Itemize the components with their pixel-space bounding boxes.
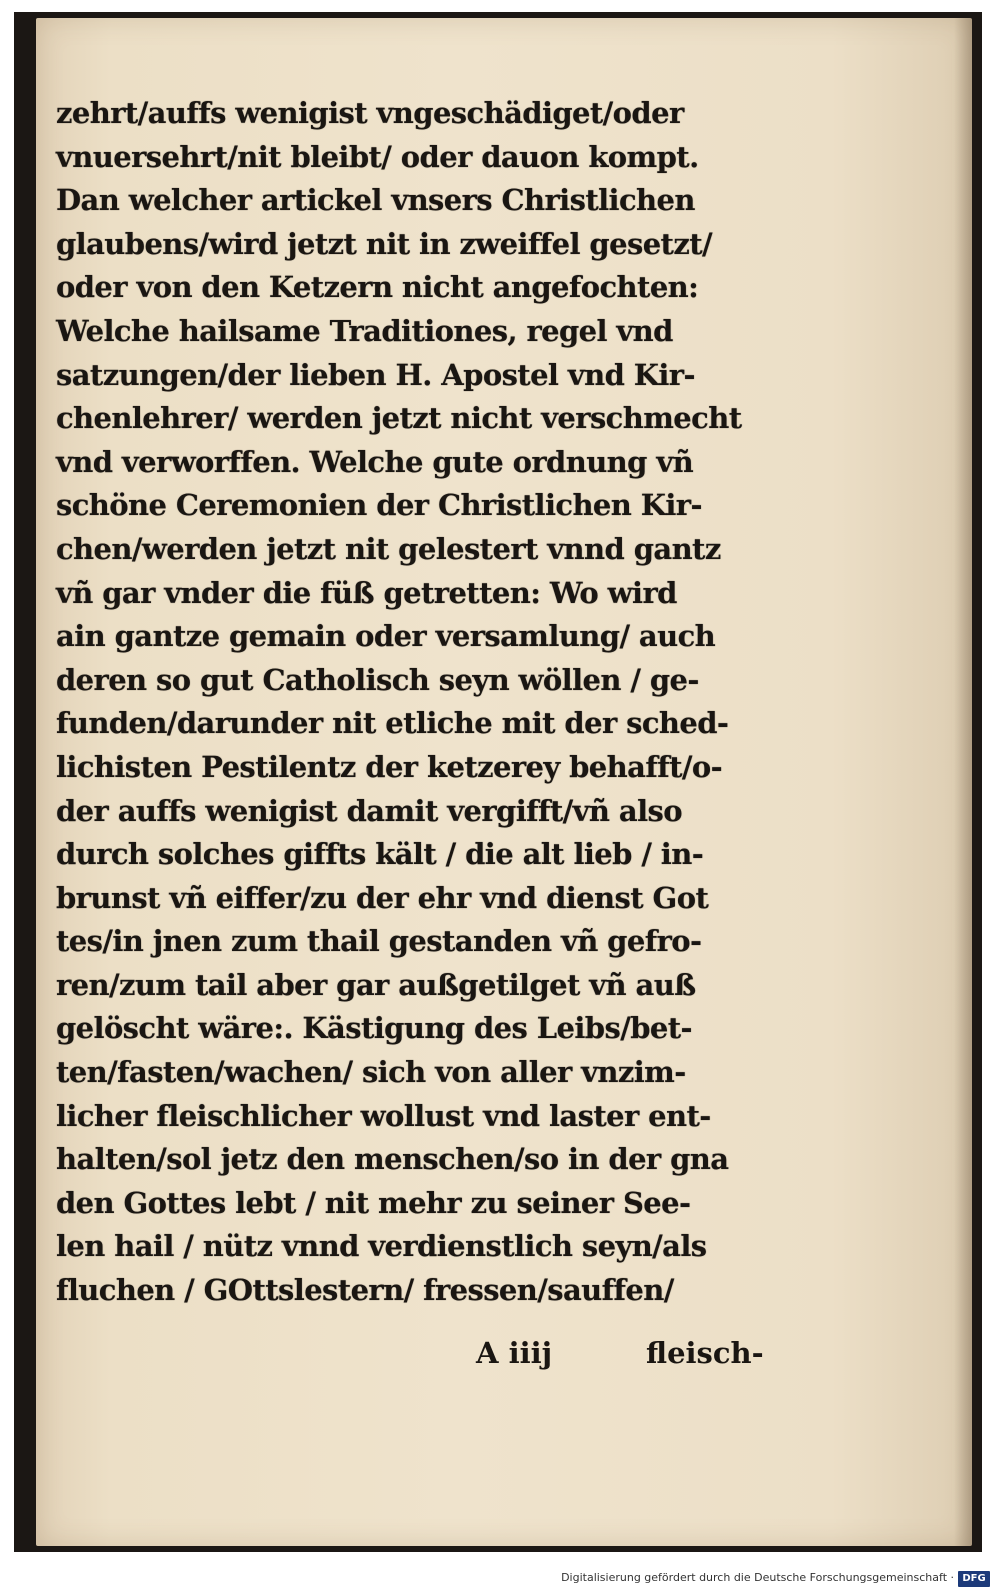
text-line: chen/werden jetzt nit gelestert vnnd gantz — [56, 531, 721, 566]
text-line: fluchen / GOttslestern/ fressen/sauffen/ — [56, 1273, 674, 1308]
page-edge-shadow — [954, 18, 972, 1546]
text-line: den Gottes lebt / nit mehr zu seiner See- — [56, 1185, 691, 1220]
text-line: zehrt/auffs wenigist vngeschädiget/oder — [56, 96, 684, 130]
text-line: chenlehrer/ werden jetzt nicht verschmecht — [56, 401, 742, 436]
text-line: durch solches giffts kält / die alt lieb / in- — [56, 837, 704, 872]
text-line: glaubens/wird jetzt nit in zweiffel gesetzt/ — [56, 226, 712, 261]
text-line: tes/in jnen zum thail gestanden vñ gefro- — [56, 924, 702, 959]
text-line: ain gantze gemain oder versamlung/ auch — [56, 619, 716, 654]
text-line: schöne Ceremonien der Christlichen Kir- — [56, 488, 702, 523]
text-line: deren so gut Catholisch seyn wöllen / ge- — [56, 662, 699, 697]
text-line: ren/zum tail aber gar außgetilget vñ auß — [56, 967, 696, 1002]
text-line: brunst vñ eiffer/zu der ehr vnd dienst Got — [56, 880, 709, 915]
text-line: vñ gar vnder die füß getretten: Wo wird — [56, 575, 677, 610]
text-line: funden/darunder nit etliche mit der sched- — [56, 706, 729, 741]
text-line: oder von den Ketzern nicht angefochten: — [56, 270, 699, 305]
dfg-logo: DFG — [958, 1571, 990, 1587]
text-line: ten/fasten/wachen/ sich von aller vnzim- — [56, 1055, 686, 1090]
text-line: licher fleischlicher wollust vnd laster ent- — [56, 1098, 711, 1133]
book-page — [36, 18, 972, 1546]
text-line: halten/sol jetz den menschen/so in der gna — [56, 1142, 729, 1177]
text-line: vnd verworffen. Welche gute ordnung vñ — [56, 444, 694, 479]
catchword: fleisch- — [646, 1336, 764, 1370]
text-line: Welche hailsame Traditiones, regel vnd — [56, 313, 673, 348]
text-line: satzungen/der lieben H. Apostel vnd Kir- — [56, 357, 695, 392]
text-line: Dan welcher artickel vnsers Christlichen — [56, 183, 695, 218]
text-line: vnuersehrt/nit bleibt/ oder dauon kompt. — [56, 139, 699, 174]
text-line: der auffs wenigist damit vergifft/vñ also — [56, 793, 682, 828]
signature-mark: A iiij — [476, 1336, 553, 1370]
text-line: len hail / nütz vnnd verdienstlich seyn/als — [56, 1229, 707, 1264]
digitization-credit: Digitalisierung gefördert durch die Deutsche Forschungsgemeinschaft · — [561, 1571, 954, 1584]
text-line: lichisten Pestilentz der ketzerey behafft/o- — [56, 749, 723, 784]
body-text — [56, 92, 766, 1313]
scan-frame — [14, 12, 982, 1552]
text-line: gelöscht wäre:. Kästigung des Leibs/bet- — [56, 1011, 692, 1046]
page-foot — [476, 1336, 776, 1380]
